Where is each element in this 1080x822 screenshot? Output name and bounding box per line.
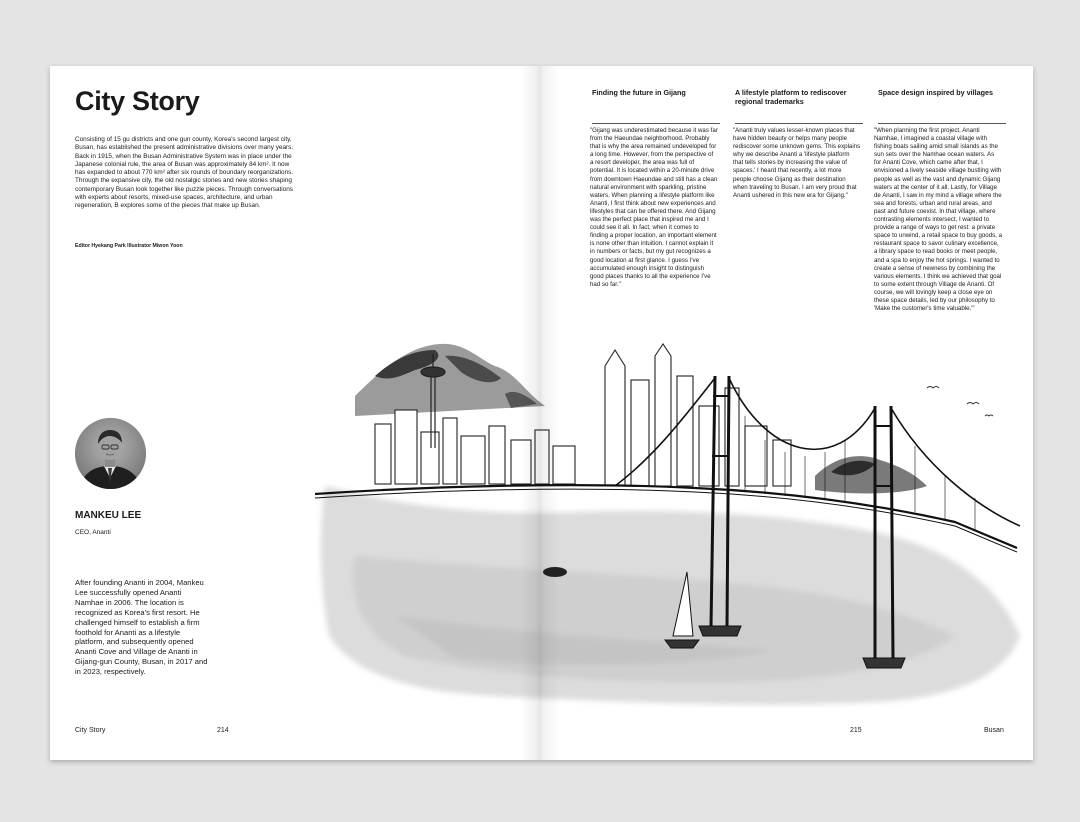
column-1-rule xyxy=(592,123,720,124)
column-3-heading: Space design inspired by villages xyxy=(878,88,994,97)
person-name: MANKEU LEE xyxy=(75,510,142,521)
page-number-left: 214 xyxy=(217,727,229,734)
column-3-text: "When planning the first project, Ananti Namhae, I imagined a coastal village with fishing boats sailing amid small islands as the sun sets over the Namhae ocean waters. As for Ananti Cove, which came after that, I envisioned a lively seaside village bustling with people as well as the vast and dynamic Gijang waters at the center of it all. Lastly, for Village de Ananti, I saw in my mind a village where the sea and forests, urban and rural areas, and past and future coexist. In that village, where contrasting elements intersect, I wanted to provide a range of ways to get rest: a private space to unwind, a retail space to buy goods, a restaurant space to savor culinary excellence, a library space to read books or meet people, and a spa to enjoy the hot springs. I wanted to create a sense of newness by combining the various elements. I think we achieved that goal to some extent through Village de Ananti. Of course, we will lovingly keep a close eye on these space details, led by our philosophy to 'Make the customer's time valuable.'" xyxy=(874,127,1003,313)
person-role: CEO, Ananti xyxy=(75,529,111,536)
column-2-heading: A lifestyle platform to rediscover regional trademarks xyxy=(735,88,847,106)
column-1-text: "Gijang was underestimated because it was far from the Haeundae neighborhood. Probably that is why the area remained undeveloped for a long time. However, from the perspective of a resort developer, the area was full of potential. It is located within a 20-minute drive from downtown Haeundae and still has a clean natural environment with sparkling, pristine waters. When planning a lifestyle platform like Ananti, I first think about new experiences and lifestyles that can be offered there. And Gijang was the perfect place that inspired me and I could see it all. In fact, when it comes to finding a proper location, an important element is none other than intuition. I cannot explain it in numbers or facts, but my gut recognizes a good location at first glance. I guess I've accumulated enough insight to distinguish good places thanks to all the experience I've had so far." xyxy=(590,127,718,288)
water-wash xyxy=(321,486,1020,704)
footer-section-left: City Story xyxy=(75,727,106,734)
column-2-text: "Ananti truly values lesser-known places that have hidden beauty or helps many people rediscover some unknown gems. This explains why we describe Ananti a 'lifestyle platform that tells stories by increasing the value of spaces.' I heard that recently, a lot more people choose Gijang as their destination when traveling to Busan. I am very proud that Ananti ushered in this new era for Gijang." xyxy=(733,127,861,199)
birds xyxy=(927,387,993,417)
avatar xyxy=(75,418,146,489)
column-1-heading: Finding the future in Gijang xyxy=(592,88,686,97)
page-number-right: 215 xyxy=(850,727,862,734)
portrait-photo xyxy=(75,418,146,489)
magazine-spread xyxy=(50,66,1033,760)
small-boat xyxy=(543,567,567,577)
credits-line: Editor Hyekang Park Illustrator Miwon Yoon xyxy=(75,243,183,249)
footer-section-right: Busan xyxy=(984,727,1004,734)
busan-cityscape-illustration xyxy=(315,336,1033,708)
page-title: City Story xyxy=(75,86,200,116)
intro-paragraph: Consisting of 15 gu districts and one gun county, Korea's second largest city, Busan, has established the present administrative divisions over many years. Back in 1915, when the Busan Administrative System was in place under the Japanese colonial rule, the area of Busan was approximately 84 km². It now has expanded to about 770 km² after six rounds of boundary reorganizations. Through the expansive city, the old nostalgic stories and new stories shaping contemporary Busan look together like puzzle pieces. Through conversations with experts about resorts, mixed-use spaces, architecture, and urban regeneration, B explores some of the pieces that make up Busan. xyxy=(75,136,294,210)
column-2-rule xyxy=(735,123,863,124)
person-bio: After founding Ananti in 2004, Mankeu Lee successfully opened Ananti Namhae in 2006. The location is recognized as Korea's first resort. He challenged himself to establish a firm foothold for Ananti as a lifestyle platform, and subsequently opened Ananti Cove and Village de Ananti in Gijang-gun County, Busan, in 2017 and in 2023, respectively. xyxy=(75,578,208,677)
column-3-rule xyxy=(878,123,1006,124)
